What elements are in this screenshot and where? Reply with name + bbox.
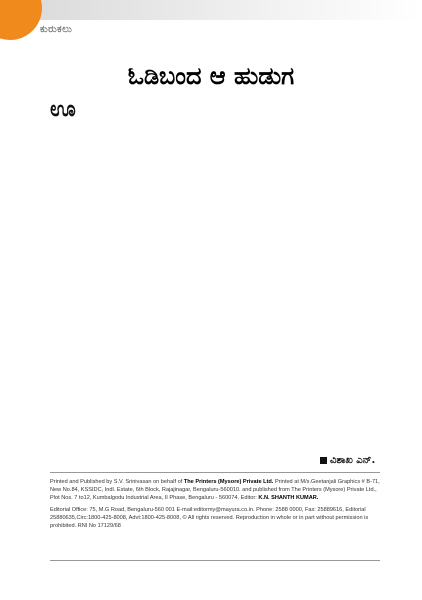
orange-circle-decoration [0,0,42,40]
imprint-footer [50,478,380,534]
author-byline: ವಿಶಾಖ ಎನ್. [330,455,376,466]
article-paragraph-6 [50,152,380,161]
publisher-name: The Printers (Mysore) Private Ltd. [183,479,274,485]
article-paragraph-3 [50,115,380,124]
editor-name: K.N. SHANTH KUMAR. [258,495,319,501]
header-gray-band [0,0,422,20]
article-paragraph-5 [50,140,380,149]
article-paragraph-7 [50,164,380,173]
imprint-text: Printed and Published by S.V. Srinivasan on behalf of The Printers (Mysore) Private Ltd. Printed at M/s.Geetanjali Graphics # B-71, New No.84, KSSIDC, Indl. Estate, 6th Block, Rajajinagar, Bengaluru-560010. and published from The Printers (Mysore) Private Ltd., Plot Nos. 7 to12, Kumbalgodu Industrial Area, II Phase, Bengaluru - 560074. Editor: K.N. SHANTH KUMAR. [50,479,380,501]
footer-bottom-divider [50,560,380,561]
article-body [50,97,380,177]
article-paragraph-4 [50,128,380,137]
editorial-office-text: Editorial Office: 75, M.G Road, Bengaluru-560 001 E-mail:editormy@mayura.co.in. Phone: 2588 0000, Fax: 25889616, Editorial 25880635,Circ:1800-425-8008, Advt:1800-425-8008, © All rights reserved. Reproduction in whole or in part without permission is prohibited. RNI No 17129/68 [50,507,369,529]
section-tag: ಕುರುಕಲು [40,24,73,35]
article-title: ಓಡಿಬಂದ ಆ ಹುಡುಗ [127,62,295,90]
dropcap-letter: ಊ [50,97,76,122]
article-paragraph-2 [50,103,380,112]
square-bullet-icon [320,457,327,464]
header-band [0,0,422,46]
byline-row [320,455,375,466]
footer-divider [50,472,380,473]
